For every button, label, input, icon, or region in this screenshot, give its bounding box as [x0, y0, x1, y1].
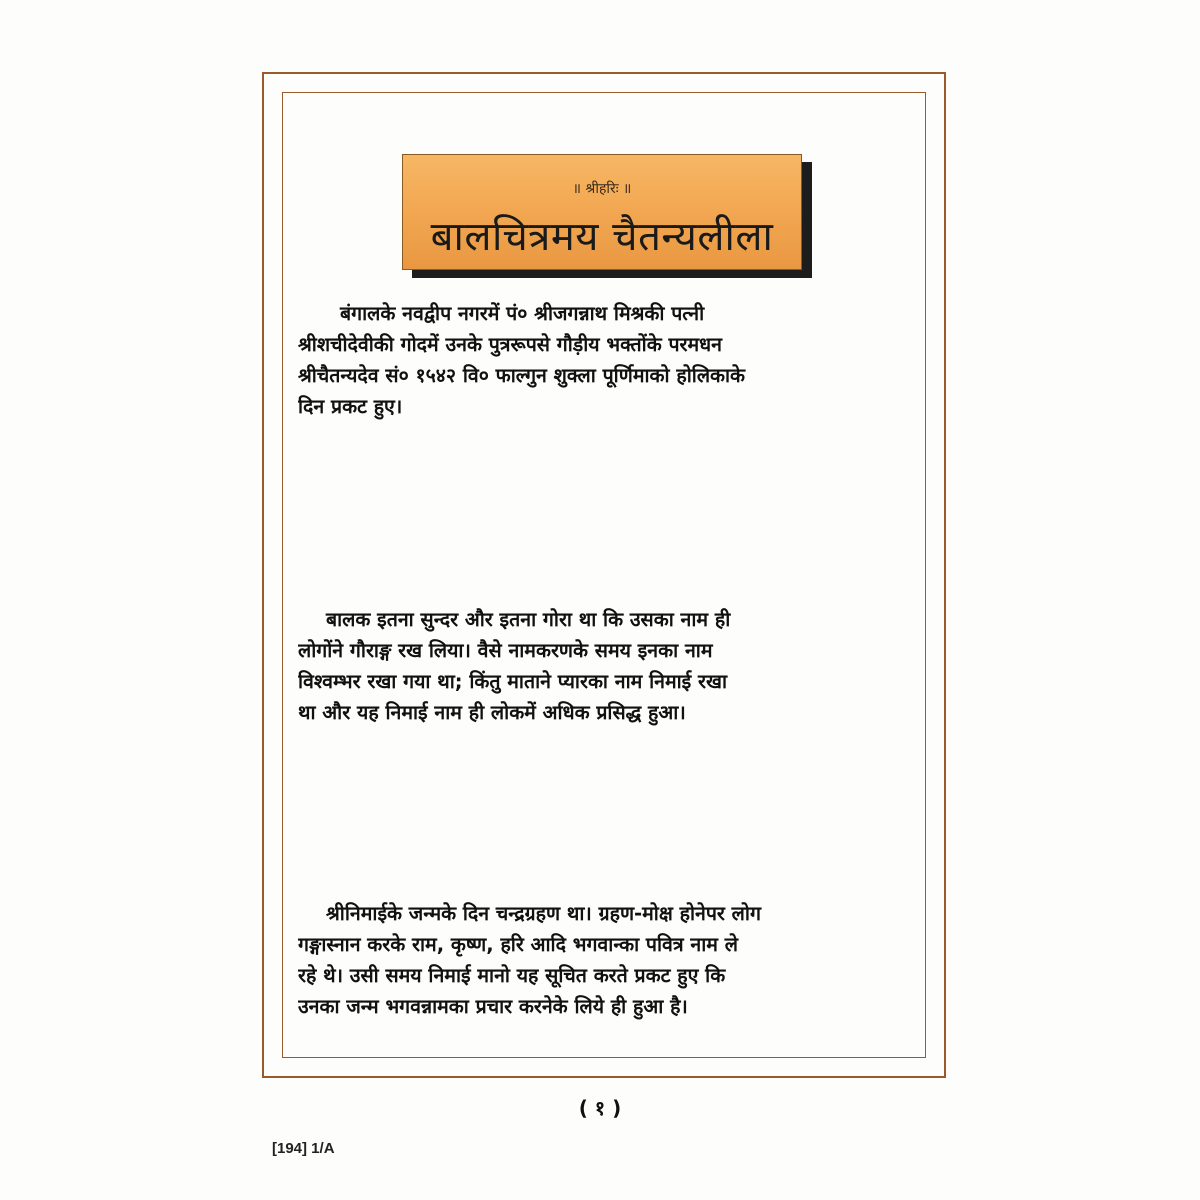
- paragraph-line: श्रीनिमाईके जन्मके दिन चन्द्रग्रहण था। ग्रहण-मोक्ष होनेपर लोग: [326, 902, 761, 925]
- paragraph-line: लोगोंने गौराङ्ग रख लिया। वैसे नामकरणके समय इनका नाम: [298, 639, 713, 662]
- paragraph-line: उनका जन्म भगवन्नामका प्रचार करनेके लिये ही हुआ है।: [298, 995, 688, 1018]
- invocation-text: ॥ श्रीहरिः ॥: [572, 181, 632, 197]
- page-number: ( १ ): [578, 1096, 622, 1120]
- paragraph-line: श्रीशचीदेवीकी गोदमें उनके पुत्ररूपसे गौड़ीय भक्तोंके परमधन: [298, 333, 722, 356]
- page-title: बालचित्रमय चैतन्यलीला: [430, 214, 774, 260]
- paragraph-line: था और यह निमाई नाम ही लोकमें अधिक प्रसिद्ध हुआ।: [298, 701, 686, 724]
- paragraph-2: [298, 604, 902, 728]
- paragraph-line: बालक इतना सुन्दर और इतना गोरा था कि उसका नाम ही: [326, 608, 731, 631]
- paragraph-line: विश्वम्भर रखा गया था; किंतु माताने प्यारका नाम निमाई रखा: [298, 670, 728, 693]
- paragraph-3: [298, 898, 902, 1022]
- paragraph-line: दिन प्रकट हुए।: [298, 395, 403, 418]
- paragraph-line: रहे थे। उसी समय निमाई मानो यह सूचित करते प्रकट हुए कि: [298, 964, 726, 987]
- paragraph-line: गङ्गास्नान करके राम, कृष्ण, हरि आदि भगवान्का पवित्र नाम ले: [298, 933, 738, 956]
- print-code: [194] 1/A: [272, 1140, 335, 1157]
- title-box: [402, 154, 802, 270]
- paragraph-line: बंगालके नवद्वीप नगरमें पं० श्रीजगन्नाथ मिश्रकी पत्नी: [340, 302, 705, 325]
- paragraph-line: श्रीचैतन्यदेव सं० १५४२ वि० फाल्गुन शुक्ला पूर्णिमाको होलिकाके: [298, 364, 746, 387]
- paragraph-1: [298, 298, 902, 422]
